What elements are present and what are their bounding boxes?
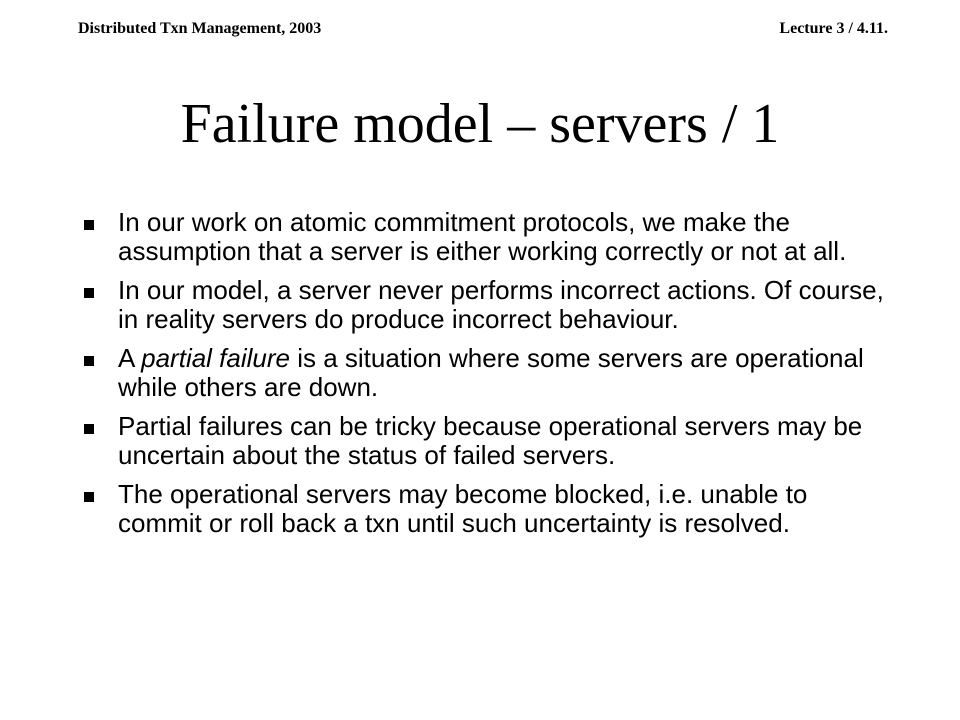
bullet-item [84,208,894,266]
bullet-text-segment: In our work on atomic commitment protocols, we make the assumption that a server is either working correctly or not at all. [118,207,847,266]
bullet-list [84,208,894,548]
square-bullet-icon [84,288,94,298]
bullet-text [118,343,864,402]
square-bullet-icon [84,220,94,230]
bullet-text [118,411,862,470]
bullet-text [118,275,884,334]
bullet-text-segment: is a situation where some servers are operational while others are down. [118,343,864,402]
bullet-text-segment: Partial failures can be tricky because operational servers may be uncertain about the status of failed servers. [118,411,863,470]
bullet-text [118,207,846,266]
slide-title: Failure model – servers / 1 [180,93,780,155]
bullet-item [84,412,894,470]
square-bullet-icon [84,492,94,502]
header-course-title: Distributed Txn Management, 2003 [78,20,322,37]
bullet-text-segment: The operational servers may become blocked, i.e. unable to commit or roll back a txn until such uncertainty is resolved. [118,479,808,538]
header-lecture-number: Lecture 3 / 4.11. [779,20,888,37]
square-bullet-icon [84,356,94,366]
bullet-item [84,276,894,334]
bullet-item [84,344,894,402]
bullet-text-segment: A [118,343,142,373]
bullet-text-segment: In our model, a server never performs incorrect actions. Of course, in reality servers do produce incorrect behaviour. [118,275,884,334]
emphasized-term: partial failure [141,343,290,373]
bullet-item [84,480,894,538]
square-bullet-icon [84,424,94,434]
bullet-text [118,479,807,538]
